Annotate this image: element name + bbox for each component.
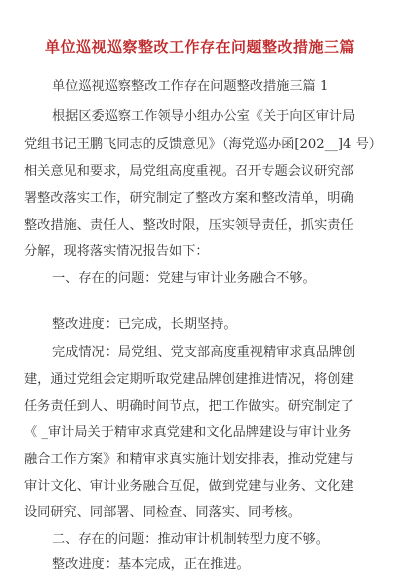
- subtitle-line: 单位巡视巡察整改工作存在问题整改措施三篇 1: [52, 79, 329, 94]
- paragraph-line: 党组书记王鹏飞同志的反馈意见》（海党巡办函[202__]4 号）: [24, 137, 382, 152]
- paragraph-line: 署整改落实工作，研究制定了整改方案和整改清单，明确: [24, 191, 354, 206]
- progress-line: 整改进度：已完成，长期坚持。: [52, 317, 237, 332]
- document-title: 单位巡视巡察整改工作存在问题整改措施三篇: [44, 38, 355, 56]
- paragraph-line: 整改措施、责任人、整改时限，压实领导责任，抓实责任: [24, 218, 354, 233]
- paragraph-line: 相关意见和要求，局党组高度重视。召开专题会议研究部: [24, 164, 354, 179]
- progress-line: 整改进度：基本完成，正在推进。: [52, 557, 250, 572]
- paragraph-line: 完成情况：局党组、党支部高度重视精审求真品牌创: [52, 345, 356, 360]
- paragraph-line: 设同研究、同部署、同检查、同落实、同考核。: [24, 505, 301, 520]
- paragraph-line: 《 _审计局关于精审求真党建和文化品牌建设与审计业务: [24, 425, 352, 440]
- paragraph-line: 融合工作方案》和精审求真实施计划安排表，推动党建与: [24, 452, 354, 467]
- paragraph-line: 分解，现将落实情况报告如下：: [24, 244, 209, 259]
- paragraph-line: 审计文化、审计业务融合互促，做到党建与业务、文化建: [24, 479, 354, 494]
- section-heading: 二、存在的问题：推动审计机制转型力度不够。: [52, 532, 329, 547]
- paragraph-line: 任务责任到人、明确时间节点，把工作做实。研究制定了: [24, 399, 354, 414]
- paragraph-line: 建，通过党组会定期听取党建品牌创建推进情况，将创建: [24, 372, 354, 387]
- section-heading: 一、存在的问题：党建与审计业务融合不够。: [52, 271, 316, 286]
- paragraph-line: 根据区委巡察工作领导小组办公室《关于向区审计局: [52, 109, 356, 124]
